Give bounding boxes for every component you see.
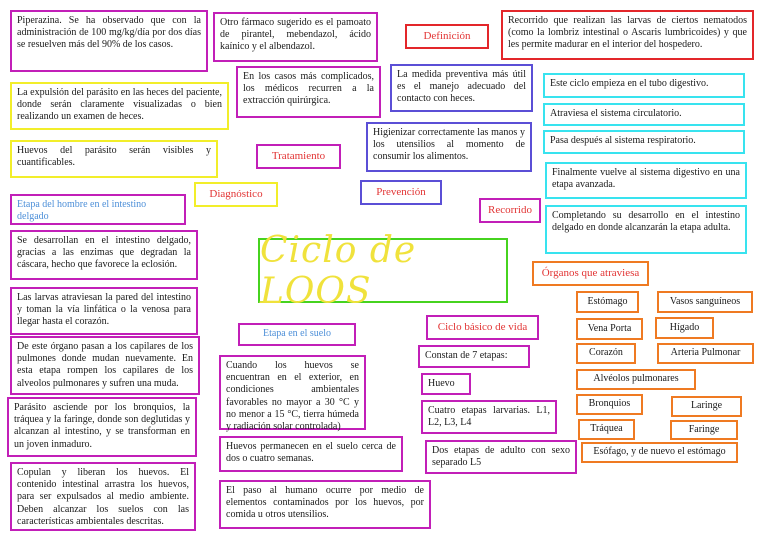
diagnostico-label: Diagnóstico (194, 182, 278, 207)
ciclo-2-box (421, 373, 471, 395)
recorrido-5-box (545, 205, 747, 254)
hombre-2-text: Las larvas atraviesan la pared del intestino y toman la vía linfática o la venosa para llegar hasta el corazón. (17, 292, 191, 328)
recorrido-4-text: Finalmente vuelve al sistema digestivo en una etapa avanzada. (552, 167, 740, 191)
huevos-visibles-box (10, 140, 218, 178)
huevos-visibles-text: Huevos del parásito serán visibles y cuantificables. (17, 145, 211, 169)
recorrido-2-text: Atraviesa el sistema circulatorio. (550, 108, 682, 119)
ciclo-basico-label: Ciclo básico de vida (426, 315, 539, 340)
organ-traquea: Tráquea (578, 419, 635, 440)
hombre-3-text: De este órgano pasan a los capilares de los pulmones donde mudan nuevamente. En esta etapa rompen los capilares de los alveolos pulmonares y sufren una muda. (17, 341, 193, 389)
piperazina-box (10, 10, 208, 72)
ciclo-4-box (425, 440, 577, 474)
recorrido-1-box (543, 73, 745, 98)
recorrido-4-box (545, 162, 747, 199)
ciclo-4-text: Dos etapas de adulto con sexo separado L5 (432, 445, 570, 469)
higienizar-text: Higienizar correctamente las manos y los utensilios al momento de consumir los alimentos. (373, 127, 525, 163)
organ-arteria: Arteria Pulmonar (657, 343, 754, 364)
hombre-5-text: Copulan y liberan los huevos. El contenido intestinal arrastra los huevos, para ser expulsados al medio ambiente. Deben alcanzar los suelos con las características ambientales descritas. (17, 467, 189, 527)
hombre-1-text: Se desarrollan en el intestino delgado, gracias a las enzimas que degradan la cáscara, hecho que favorece la eclosión. (17, 235, 191, 271)
otro-farmaco-text: Otro fármaco sugerido es el pamoato de pirantel, mebendazol, ácido kaínico y el albendazol. (220, 17, 371, 53)
hombre-4-text: Parásito asciende por los bronquios, la tráquea y la faringe, donde son deglutidas y alcanzan al intestino, y se transforman en un joven inmaduro. (14, 402, 190, 450)
recorrido-3-text: Pasa después al sistema respiratorio. (550, 135, 696, 146)
recorrido-2-box (543, 103, 745, 126)
hombre-3-box (10, 336, 200, 395)
hombre-4-box (7, 397, 197, 457)
higienizar-box (366, 122, 532, 172)
organ-laringe: Laringe (671, 396, 742, 417)
complicados-box (236, 66, 381, 118)
ciclo-1-box (418, 345, 530, 368)
hombre-1-box (10, 230, 198, 280)
title-frame (258, 229, 508, 312)
suelo-1-text: Cuando los huevos se encuentran en el exterior, en condiciones ambientales favorables no mayor a 30 °C y no menor a 15 °C, tierra húmeda y radiación solar controlada) (226, 360, 359, 432)
piperazina-text: Piperazina. Se ha observado que con la administración de 100 mg/kg/día por dos días se resuelven más del 90% de los casos. (17, 15, 201, 51)
organ-estomago: Estómago (576, 291, 639, 313)
suelo-1-box (219, 355, 366, 430)
organos-label: Órganos que atraviesa (532, 261, 649, 286)
recorrido-1-text: Este ciclo empieza en el tubo digestivo. (550, 78, 709, 89)
suelo-2-text: Huevos permanecen en el suelo cerca de dos o cuatro semanas. (226, 441, 396, 465)
prevencion-label: Prevención (360, 180, 442, 205)
suelo-3-box (219, 480, 431, 529)
organ-corazon: Corazón (576, 343, 636, 364)
page-title: Ciclo de LOOS (260, 229, 417, 312)
hombre-2-box (10, 287, 198, 335)
ciclo-3-box (421, 400, 557, 434)
organ-vena-porta: Vena Porta (576, 318, 643, 340)
organ-alveolos: Alvéolos pulmonares (576, 369, 696, 390)
hombre-5-box (10, 462, 196, 531)
ciclo-3-text: Cuatro etapas larvarias. L1, L2, L3, L4 (428, 405, 550, 429)
organ-vasos: Vasos sanguíneos (657, 291, 753, 313)
organ-faringe: Faringe (670, 420, 738, 440)
otro-farmaco-box (213, 12, 378, 62)
suelo-2-box (219, 436, 403, 472)
ciclo-1-text: Constan de 7 etapas: (425, 350, 508, 361)
definicion-box (501, 10, 754, 60)
suelo-3-text: El paso al humano ocurre por medio de elementos contaminados por los huevos, por comida u otros utensilios. (226, 485, 424, 521)
tratamiento-label: Tratamiento (256, 144, 341, 169)
recorrido-5-text: Completando su desarrollo en el intestino delgado en donde alcanzarán la etapa adulta. (552, 210, 740, 234)
etapa-hombre-label: Etapa del hombre en el intestino delgado (10, 194, 186, 225)
expulsion-box (10, 82, 229, 130)
medida-preventiva-text: La medida preventiva más útil es el manejo adecuado del contacto con heces. (397, 69, 526, 105)
recorrido-3-box (543, 130, 745, 154)
medida-preventiva-box (390, 64, 533, 112)
expulsion-text: La expulsión del parásito en las heces del paciente, donde serán claramente visualizadas o bien realizando un examen de heces. (17, 87, 222, 123)
recorrido-label: Recorrido (479, 198, 541, 223)
complicados-text: En los casos más complicados, los médicos recurren a la extracción quirúrgica. (243, 71, 374, 107)
organ-bronquios: Bronquios (576, 394, 643, 415)
etapa-suelo-label: Etapa en el suelo (238, 323, 356, 346)
organ-higado: Hígado (655, 317, 714, 339)
organ-esofago: Esófago, y de nuevo el estómago (581, 442, 738, 463)
definicion-text: Recorrido que realizan las larvas de ciertos nematodos (como la lombriz intestinal o Ascaris lumbricoides) y que les permite madurar en el interior del hospedero. (508, 15, 747, 51)
definicion-label: Definición (405, 24, 489, 49)
ciclo-2-text: Huevo (428, 378, 455, 389)
